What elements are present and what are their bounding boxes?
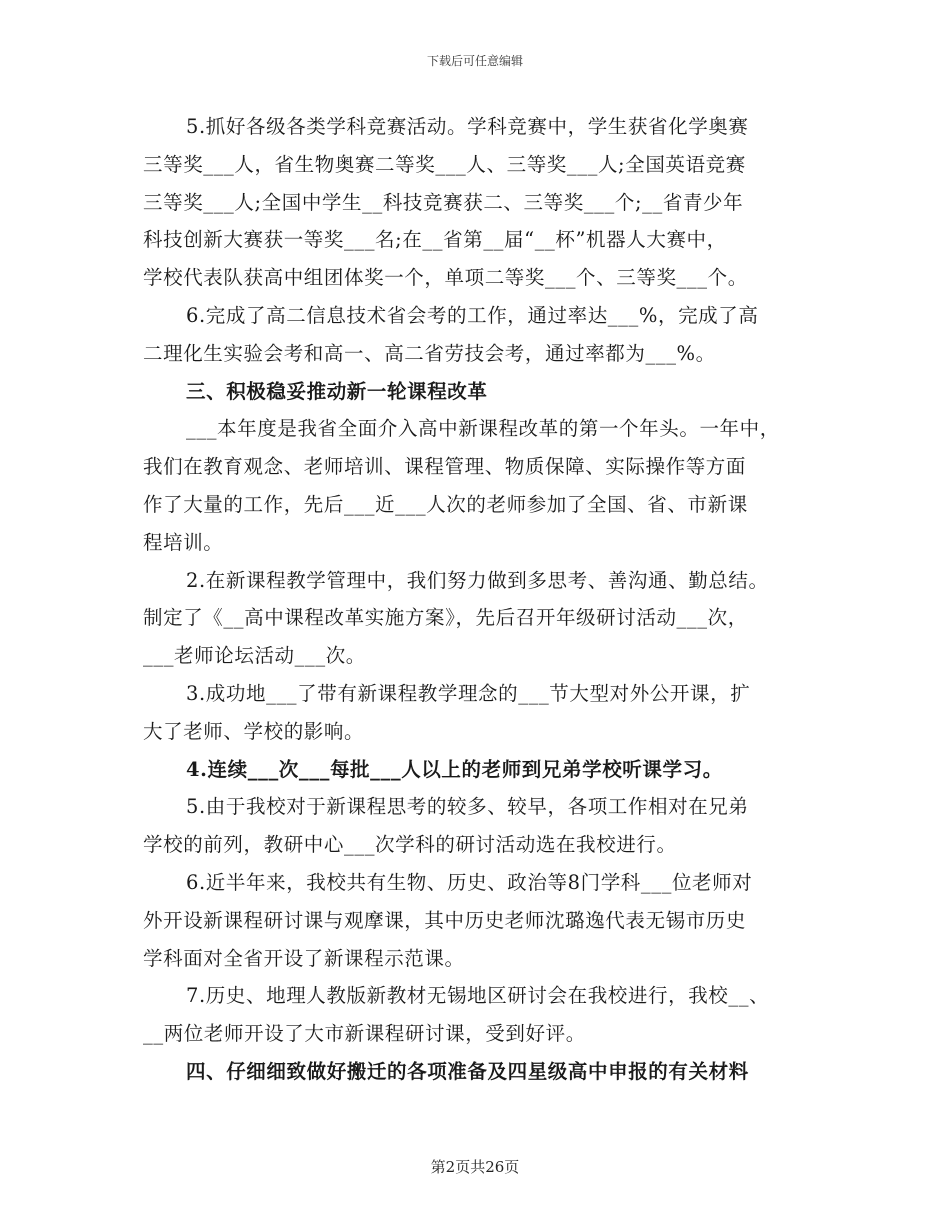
text-line: 大了老师、学校的影响。 <box>143 719 365 743</box>
page-header: 下载后可任意编辑 <box>426 54 523 68</box>
text-line: 6.近半年来，我校共有生物、历史、政治等8门学科___位老师对 <box>186 870 753 894</box>
section-heading: 三、积极稳妥推动新一轮课程改革 <box>186 379 488 403</box>
text-line: 外开设新课程研讨课与观摩课，其中历史老师沈璐逸代表无锡市历史 <box>143 908 747 932</box>
text-line: 二理化生实验会考和高一、高二省劳技会考，通过率都为___%。 <box>143 341 716 365</box>
text-line: 三等奖___人;全国中学生__科技竞赛获二、三等奖___个;__省青少年 <box>143 190 744 214</box>
text-line: 三等奖___人，省生物奥赛二等奖___人、三等奖___人;全国英语竞赛 <box>143 152 746 176</box>
text-line: ___老师论坛活动___次。 <box>143 644 366 668</box>
text-line: 5.抓好各级各类学科竞赛活动。学科竞赛中，学生获省化学奥赛 <box>186 115 749 138</box>
text-line: 7.历史、地理人教版新教材无锡地区研讨会在我校进行，我校__、 <box>186 984 770 1008</box>
text-line: __两位老师开设了大市新课程研讨课，受到好评。 <box>143 1022 586 1046</box>
text-line: 制定了《__高中课程改革实施方案》，先后召开年级研讨活动___次， <box>143 606 748 630</box>
text-line: 作了大量的工作，先后___近___人次的老师参加了全国、省、市新课 <box>143 492 748 516</box>
text-line: 学校代表队获高中组团体奖一个，单项二等奖___个、三等奖___个。 <box>143 266 748 290</box>
text-line: 3.成功地___了带有新课程教学理念的___节大型对外公开课，扩 <box>186 681 751 705</box>
text-line: ___本年度是我省全面介入高中新课程改革的第一个年头。一年中， <box>186 417 780 441</box>
text-line: 我们在教育观念、老师培训、课程管理、物质保障、实际操作等方面 <box>143 455 747 479</box>
text-line: 2.在新课程教学管理中，我们努力做到多思考、善沟通、勤总结。 <box>186 568 769 592</box>
page-footer: 第2页共26页 <box>430 1158 520 1176</box>
text-line: 科技创新大赛获一等奖___名;在__省第__届“__杯”机器人大赛中， <box>143 228 727 252</box>
section-heading: 四、仔细细致做好搬迁的各项准备及四星级高中申报的有关材料 <box>186 1059 749 1083</box>
document-body <box>143 108 817 1091</box>
text-line: 程培训。 <box>143 530 224 554</box>
text-line: 学科面对全省开设了新课程示范课。 <box>143 946 465 970</box>
text-line: 5.由于我校对于新课程思考的较多、较早，各项工作相对在兄弟 <box>186 795 749 819</box>
text-line: 学校的前列，教研中心___次学科的研讨活动选在我校进行。 <box>143 833 677 857</box>
section-heading: 4.连续___次___每批___人以上的老师到兄弟学校听课学习。 <box>186 757 723 781</box>
text-line: 6.完成了高二信息技术省会考的工作，通过率达___%，完成了高 <box>186 303 759 327</box>
